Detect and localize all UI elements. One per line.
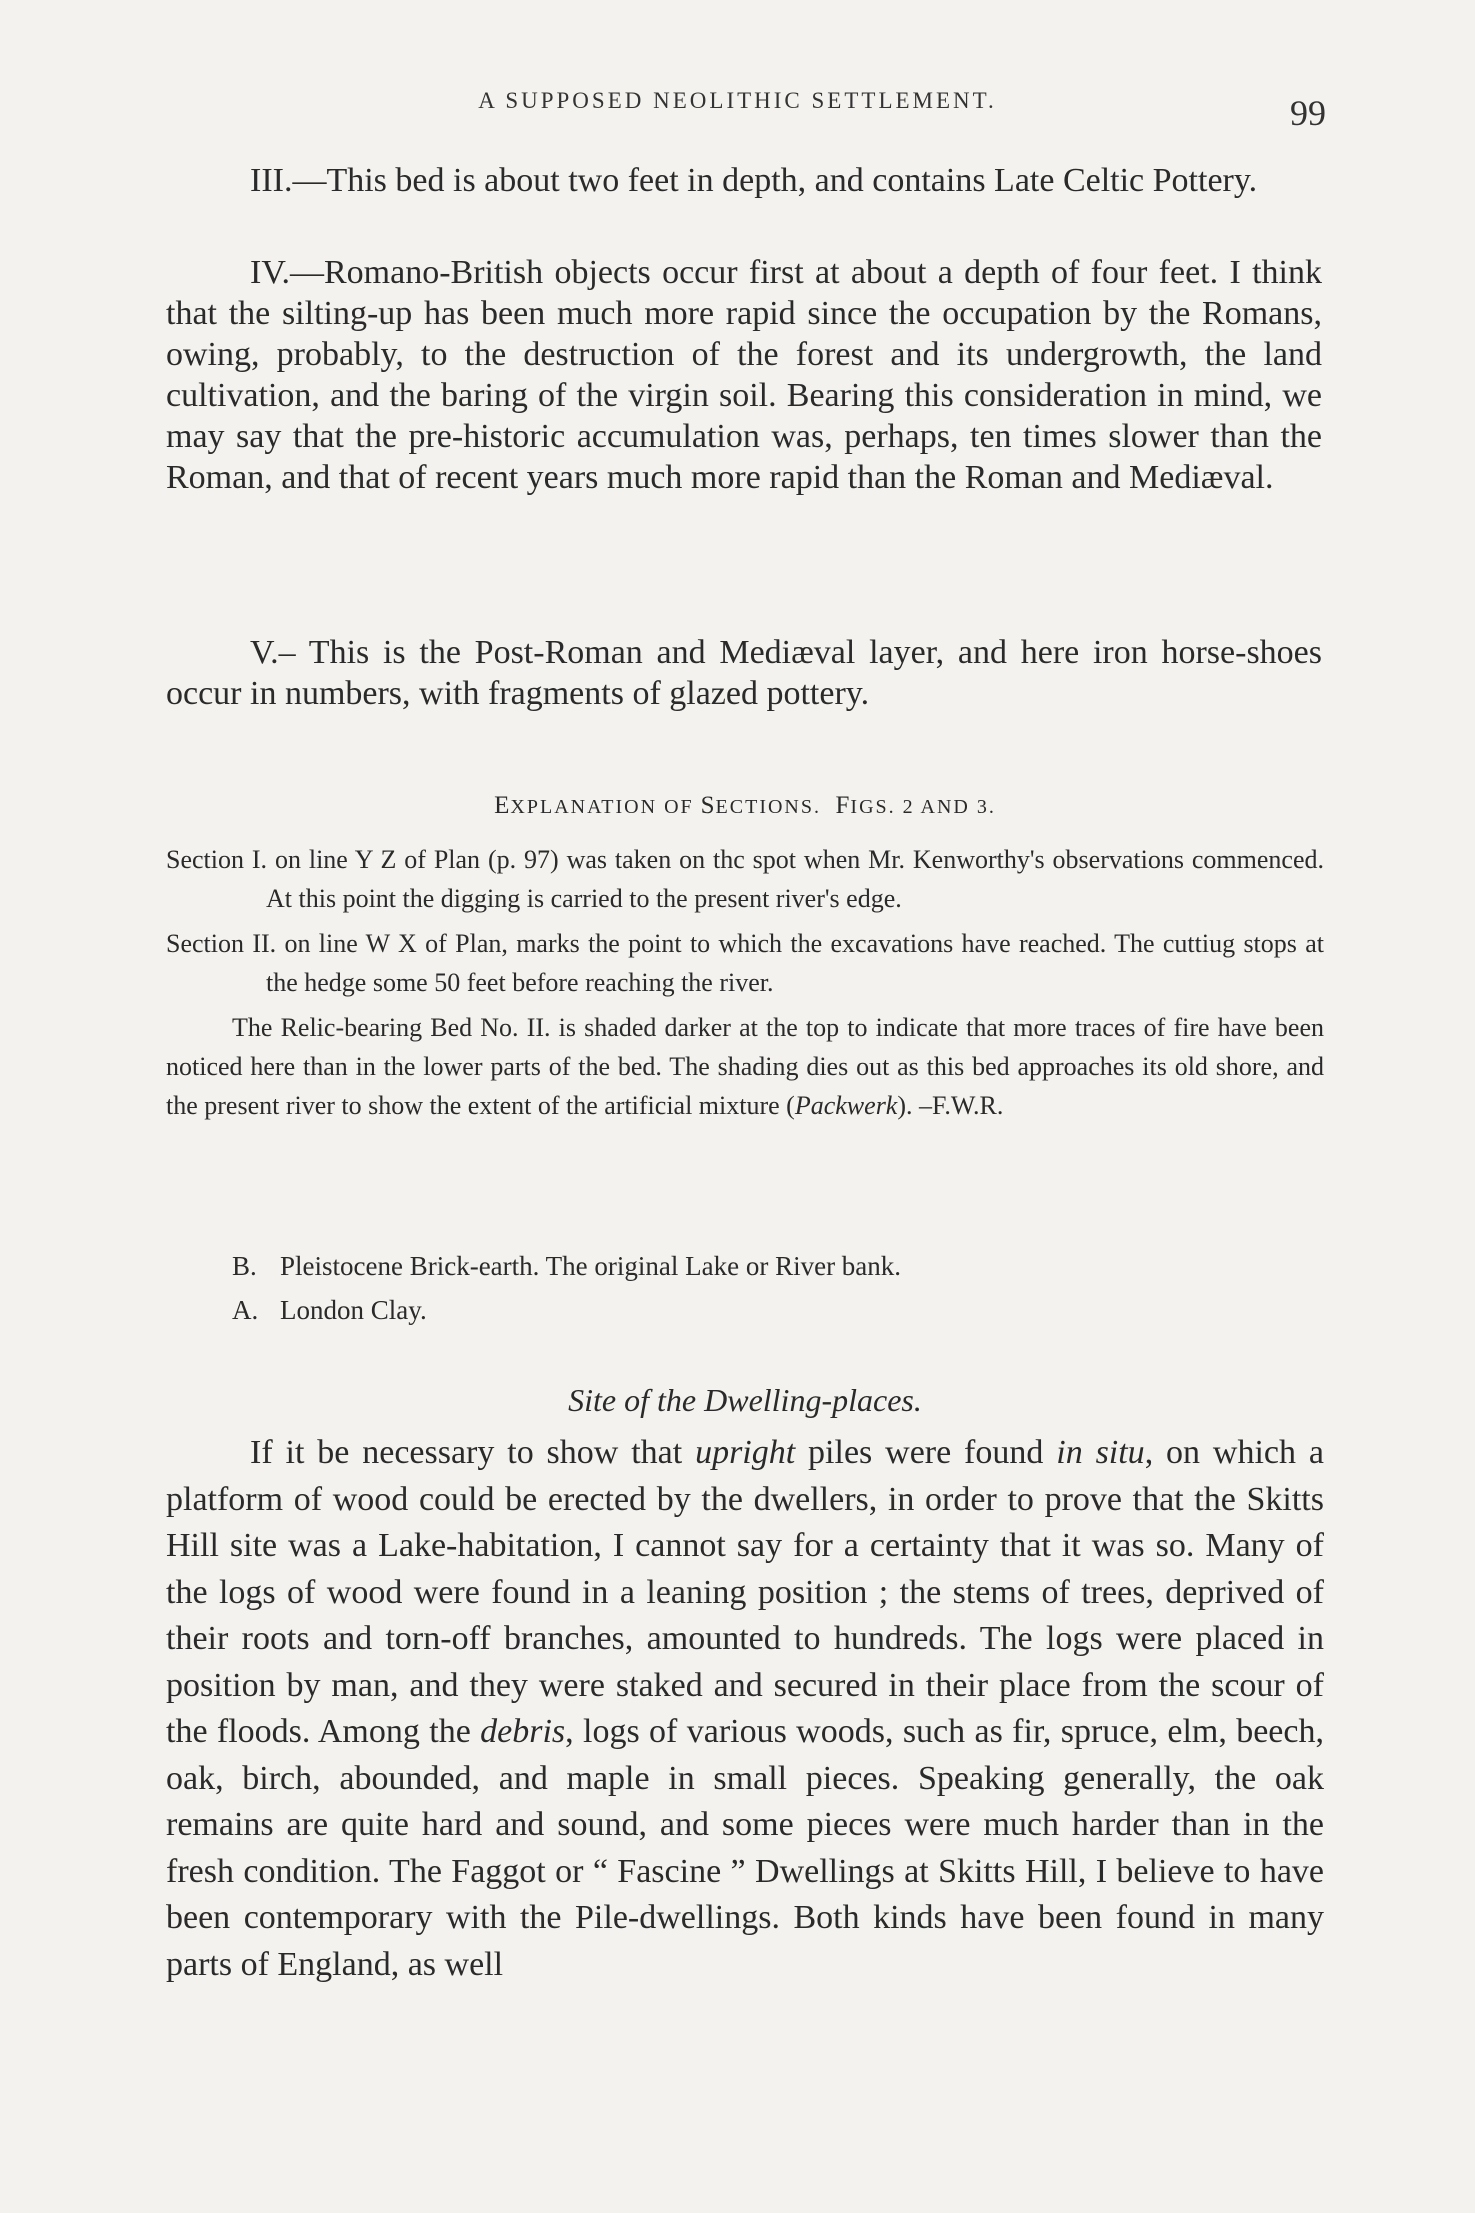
relic-bed-note: The Relic-bearing Bed No. II. is shaded darker at the top to indicate that more traces of fire have been noticed here than in the lower parts of the bed. The shading dies out as this bed approaches its old shore, and the present river to show the extent of the artificial mixture (Packwerk). –F.W.R. (166, 1013, 1324, 1120)
bed-iv-text (166, 252, 1322, 498)
bed-label: IV. (250, 254, 290, 291)
bed-label: V. (250, 634, 279, 671)
bed-iv-para (166, 252, 1322, 512)
page-number: 99 (1290, 93, 1326, 133)
section-heading: Site of the Dwelling-places. (568, 1382, 922, 1418)
bed-iii (250, 160, 1322, 201)
legend-key: A. (232, 1295, 259, 1325)
bed-label: III. (250, 162, 293, 199)
bed-v-text (166, 632, 1322, 714)
legend-item-a (166, 1288, 1324, 1332)
running-head: A SUPPOSED NEOLITHIC SETTLEMENT. (478, 88, 997, 113)
legend-key: B. (232, 1251, 257, 1281)
bed-v-para (166, 632, 1322, 728)
bed-text: —Romano-British objects occur first at about a depth of four feet. I think that the silting-up has been much more rapid since the occupation by the Romans, owing, probably, to the destruction of the forest and its undergrowth, the land cultivation, and the baring of the virgin soil. Bearing this consideration in mind, we may say that the pre-historic accumulation was, perhaps, ten times slower than the Roman, and that of recent years much more rapid than the Roman and Mediæval. (166, 254, 1322, 496)
legend-text: London Clay. (280, 1295, 427, 1325)
bed-text: —This bed is about two feet in depth, and contains Late Celtic Pottery. (292, 162, 1258, 199)
body-paragraph: If it be necessary to show that upright piles were found in situ, on which a platform of wood could be erected by the dwellers, in order to prove that the Skitts Hill site was a Lake-habitation, I cannot say for a certainty that it was so. Many of the logs of wood were found in a leaning position ; the stems of trees, deprived of their roots and torn-off branches, amounted to hundreds. The logs were placed in position by man, and they were staked and secured in their place from the scour of the floods. Among the debris, logs of various woods, such as fir, spruce, elm, beech, oak, birch, abounded, and maple in small pieces. Speaking generally, the oak remains are quite hard and sound, and some pieces were much harder than in the fresh condition. The Faggot or “ Fascine ” Dwellings at Skitts Hill, I believe to have been contemporary with the Pile-dwellings. Both kinds have been found in many parts of England, as well (166, 1434, 1324, 1983)
body-text (166, 1430, 1324, 1988)
legend-text: Pleistocene Brick-earth. The original Lake or River bank. (280, 1251, 902, 1281)
bed-descriptions (250, 160, 1322, 215)
section-ii-note: Section II. on line W X of Plan, marks the point to which the excavations have reached. The cuttiug stops at the hedge some 50 feet before reaching the river. (166, 929, 1324, 997)
bed-text: – This is the Post-Roman and Mediæval layer, and here iron horse-shoes occur in numbers, with fragments of glazed pottery. (166, 634, 1322, 712)
section-i-note: Section I. on line Y Z of Plan (p. 97) was taken on thc spot when Mr. Kenworthy's observations commenced. At this point the digging is carried to the present river's edge. (166, 845, 1324, 913)
explanation-text (166, 840, 1324, 1131)
legend-item-b (166, 1244, 1324, 1288)
explanation-heading: EXPLANATION OF SECTIONS. FIGS. 2 AND 3. (494, 792, 996, 819)
legend (166, 1244, 1324, 1332)
